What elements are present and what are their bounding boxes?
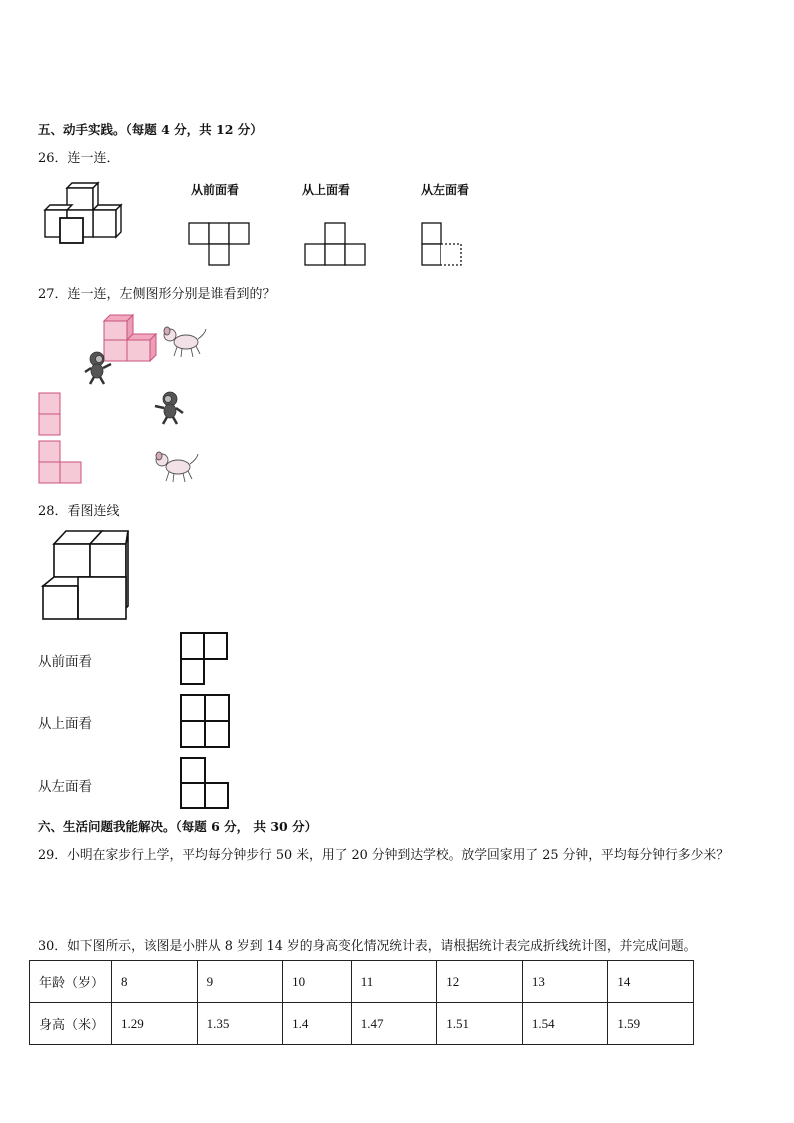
table-cell-height: 1.29 xyxy=(112,1003,198,1045)
q26-view-shape-b xyxy=(304,222,368,266)
dog-icon xyxy=(160,325,208,359)
q26-label-front: 从前面看 xyxy=(191,183,240,197)
q28-label-top: 从上面看 xyxy=(38,716,92,732)
question-27-title: 27．连一连，左侧图形分别是谁看到的？ xyxy=(38,287,276,302)
q28-label-left: 从左面看 xyxy=(38,779,92,795)
table-row-height xyxy=(30,1003,694,1045)
q28-view-shape-left xyxy=(180,757,232,811)
monkey-icon xyxy=(84,350,114,386)
table-cell-age: 13 xyxy=(522,961,608,1003)
dog-icon xyxy=(152,450,200,484)
q26-label-left: 从左面看 xyxy=(421,183,470,197)
table-row-age xyxy=(30,961,694,1003)
q28-block-figure xyxy=(40,528,132,622)
q26-cube-stack-figure xyxy=(40,180,130,245)
table-cell-height: 1.35 xyxy=(197,1003,283,1045)
section-heading-5: 五、动手实践。（每题 4 分，共 12 分） xyxy=(38,122,263,137)
table-cell-height: 1.47 xyxy=(351,1003,437,1045)
q28-label-front: 从前面看 xyxy=(38,654,92,670)
table-cell-age: 9 xyxy=(197,961,283,1003)
question-29-text: 29．小明在家步行上学，平均每分钟步行 50 米，用了 20 分钟到达学校。放学回家用了 25 分钟，平均每分钟行多少米？ xyxy=(38,848,729,863)
q28-view-shape-front xyxy=(180,632,230,686)
table-cell-age: 14 xyxy=(608,961,694,1003)
question-28-title: 28．看图连线 xyxy=(38,504,120,519)
question-26-title: 26．连一连． xyxy=(38,151,120,166)
table-row-label-age: 年龄（岁） xyxy=(30,961,112,1003)
q26-view-shape-c xyxy=(421,222,465,266)
table-cell-height: 1.4 xyxy=(283,1003,352,1045)
table-cell-height: 1.59 xyxy=(608,1003,694,1045)
section-heading-6: 六、生活问题我能解决。（每题 6 分， 共 30 分） xyxy=(38,819,318,834)
q28-view-shape-top xyxy=(180,694,232,750)
question-30-text: 30．如下图所示，该图是小胖从 8 岁到 14 岁的身高变化情况统计表，请根据统计表完成折线统计图，并完成问题。 xyxy=(38,939,697,954)
table-cell-age: 12 xyxy=(437,961,523,1003)
table-cell-height: 1.54 xyxy=(522,1003,608,1045)
table-row-label-height: 身高（米） xyxy=(30,1003,112,1045)
q26-view-shape-a xyxy=(188,222,252,266)
table-cell-age: 10 xyxy=(283,961,352,1003)
q26-label-top: 从上面看 xyxy=(302,183,351,197)
height-stats-table xyxy=(29,960,694,1045)
table-cell-height: 1.51 xyxy=(437,1003,523,1045)
monkey-icon xyxy=(153,390,185,426)
q27-view-shape-vertical xyxy=(38,392,62,436)
table-cell-age: 11 xyxy=(351,961,437,1003)
table-cell-age: 8 xyxy=(112,961,198,1003)
q27-view-shape-l xyxy=(38,440,84,486)
